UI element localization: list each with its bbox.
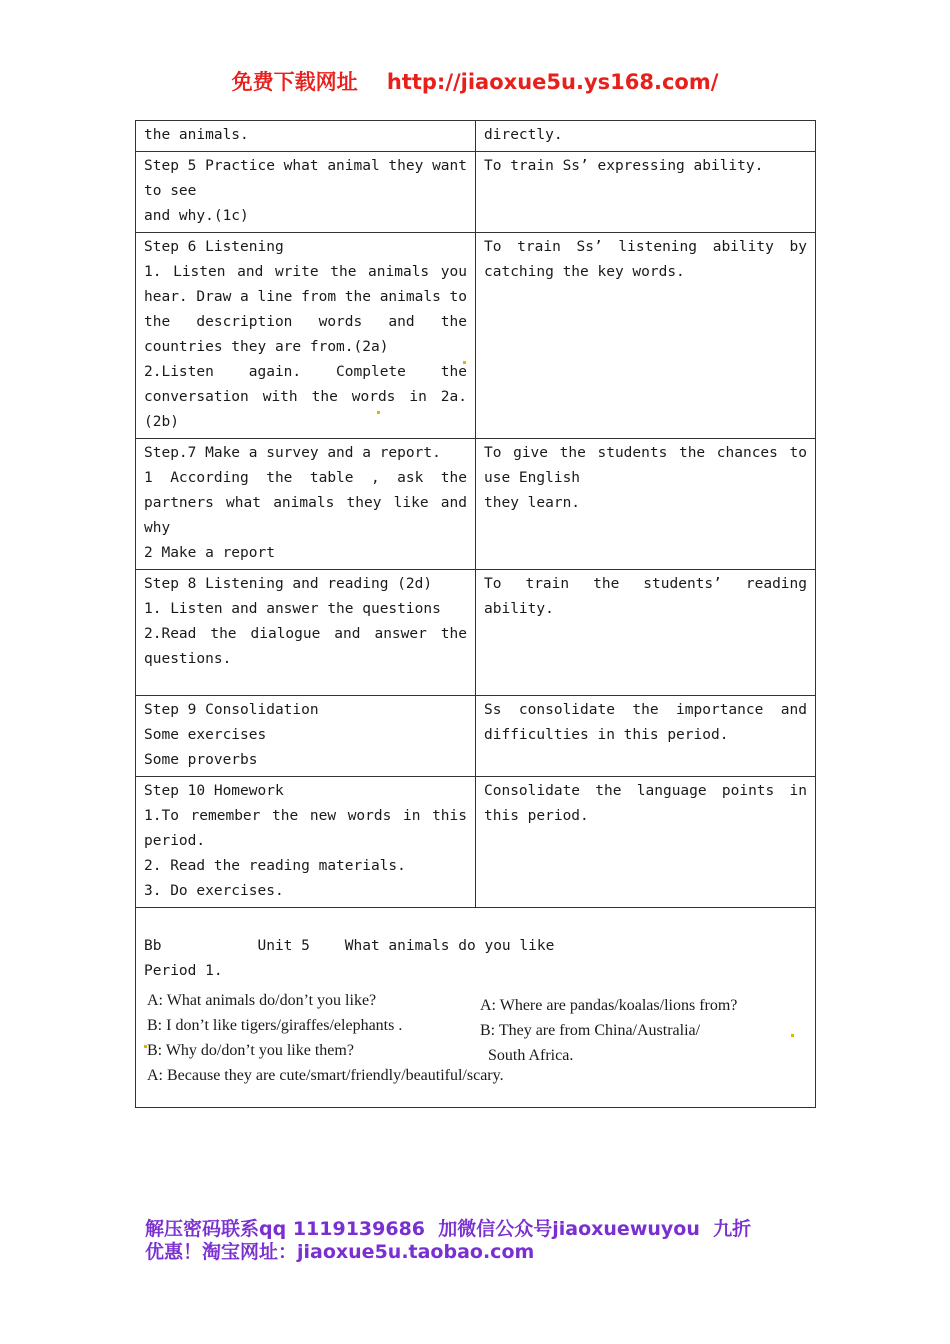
dialogue-line: B: They are from China/Australia/ [480, 1022, 701, 1039]
stray-mark [377, 411, 380, 414]
dialogue-line: B: I don’t like tigers/giraffes/elephants . [147, 1017, 403, 1034]
blackboard-left-dialogue [147, 988, 504, 1088]
aim-cell: directly. [476, 121, 816, 152]
dialogue-line: A: Where are pandas/koalas/lions from? [480, 997, 738, 1014]
blackboard-row [136, 908, 816, 1108]
blackboard-heading [144, 934, 554, 984]
stray-mark [144, 1045, 147, 1048]
lesson-plan-table [135, 120, 816, 1108]
blackboard-title: Bb Unit 5 What animals do you like [144, 938, 555, 954]
dialogue-line: South Africa. [480, 1047, 574, 1064]
aim-cell: Consolidate the language points in this period. [476, 777, 816, 908]
blackboard-design-cell [136, 908, 816, 1108]
step-cell: Step 5 Practice what animal they want to see and why.(1c) [136, 152, 476, 233]
step-cell: Step.7 Make a survey and a report. 1 According the table , ask the partners what animals they like and why 2 Make a report [136, 439, 476, 570]
blackboard-right-dialogue [480, 993, 737, 1068]
step-cell: Step 6 Listening 1. Listen and write the animals you hear. Draw a line from the animals to the description words and the countries they are from.(2a) 2.Listen again. Complete the conversation with the words in 2a.(2b) [136, 233, 476, 439]
aim-cell: To train Ss’ expressing ability. [476, 152, 816, 233]
table-row [136, 570, 816, 696]
footer-line: 解压密码联系qq 1119139686 加微信公众号jiaoxuewuyou 九折 [145, 1218, 752, 1240]
footer-line: 优惠！淘宝网址：jiaoxue5u.taobao.com [145, 1241, 535, 1263]
table-row [136, 439, 816, 570]
stray-mark [463, 361, 466, 364]
table-row [136, 152, 816, 233]
table-row [136, 696, 816, 777]
dialogue-line: A: Because they are cute/smart/friendly/beautiful/scary. [147, 1067, 504, 1084]
table-row [136, 121, 816, 152]
contact-footer [145, 1218, 751, 1264]
dialogue-line: A: What animals do/don’t you like? [147, 992, 377, 1009]
aim-cell: To train Ss’ listening ability by catching the key words. [476, 233, 816, 439]
download-url-header: 免费下载网址 http://jiaoxue5u.ys168.com/ [231, 70, 719, 94]
aim-cell: To train the students’ reading ability. [476, 570, 816, 696]
dialogue-line: B: Why do/don’t you like them? [147, 1042, 354, 1059]
table-row [136, 777, 816, 908]
aim-cell: Ss consolidate the importance and difficulties in this period. [476, 696, 816, 777]
table-row [136, 233, 816, 439]
step-cell: the animals. [136, 121, 476, 152]
stray-mark [791, 1034, 794, 1037]
step-cell: Step 10 Homework 1.To remember the new words in this period. 2. Read the reading materials. 3. Do exercises. [136, 777, 476, 908]
step-cell: Step 8 Listening and reading (2d) 1. Listen and answer the questions 2.Read the dialogue and answer the questions. [136, 570, 476, 696]
aim-cell: To give the students the chances to use English they learn. [476, 439, 816, 570]
blackboard-period: Period 1. [144, 963, 223, 979]
step-cell: Step 9 Consolidation Some exercises Some proverbs [136, 696, 476, 777]
